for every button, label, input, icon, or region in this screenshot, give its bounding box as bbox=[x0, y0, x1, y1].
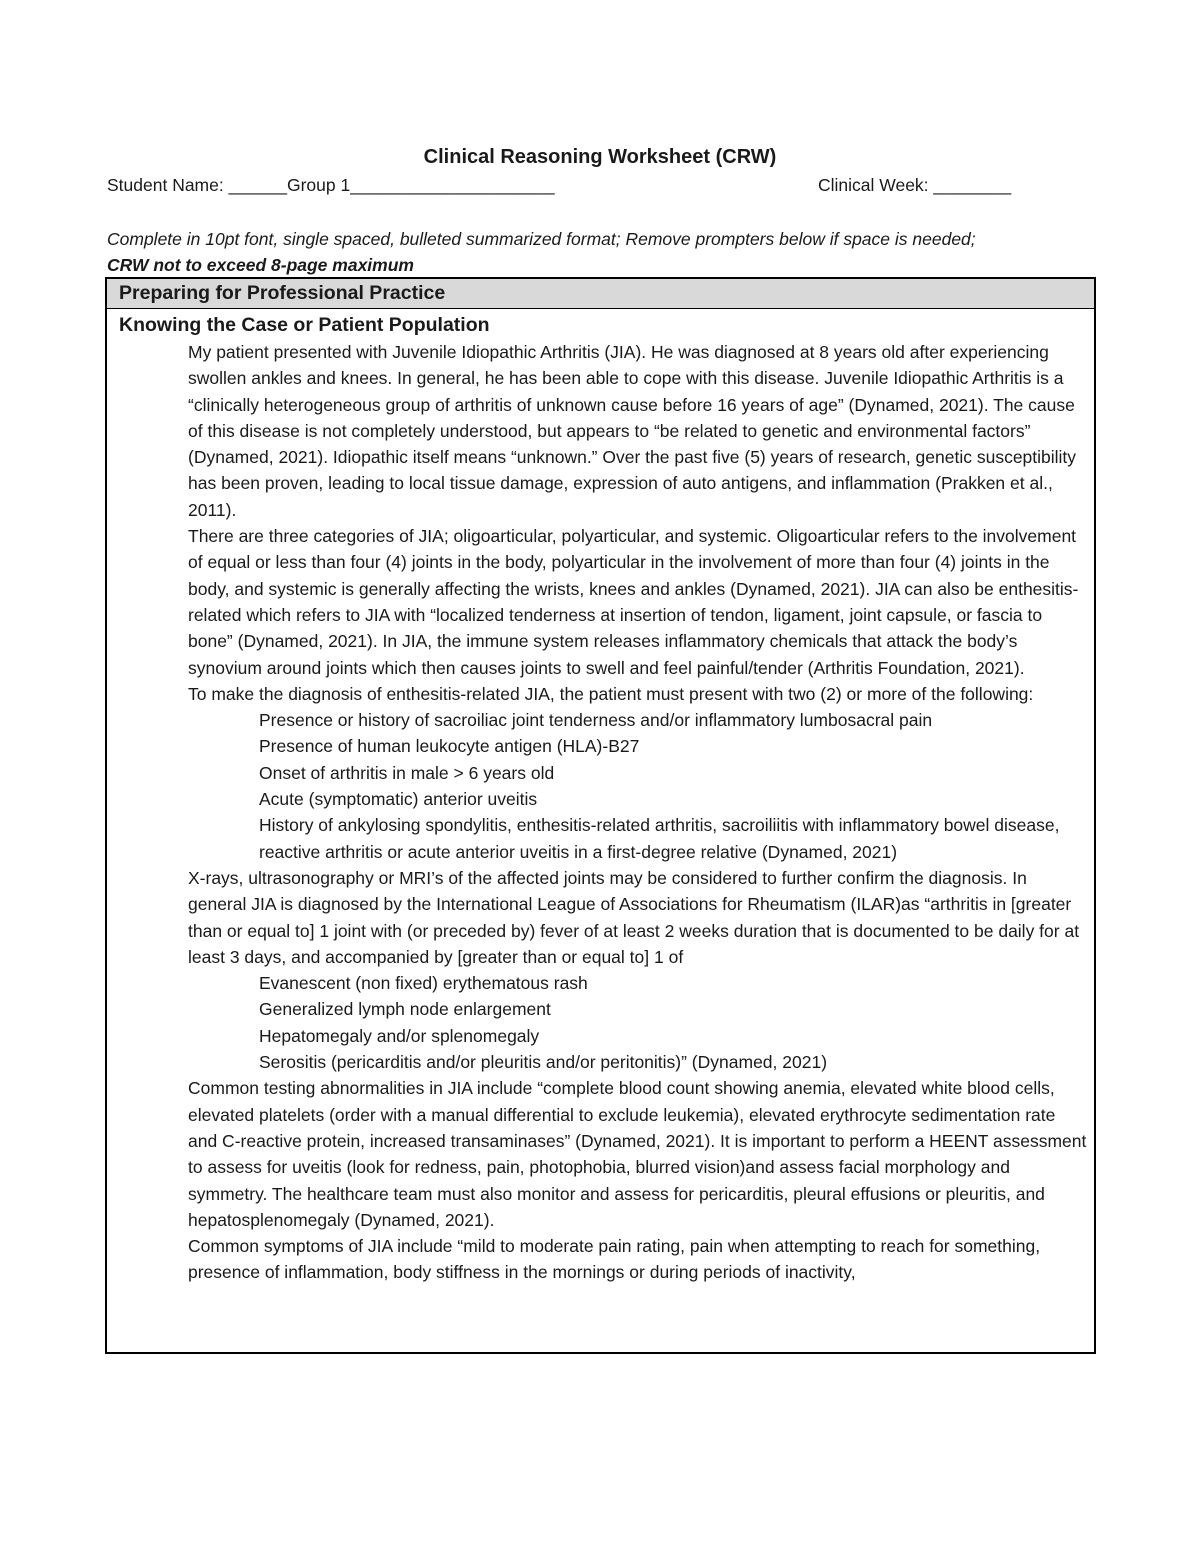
list-item: Hepatomegaly and/or splenomegaly bbox=[259, 1025, 540, 1046]
subsection-title: Knowing the Case or Patient Population bbox=[119, 314, 490, 336]
student-name-field: Student Name: ______Group 1_____________________ bbox=[107, 175, 555, 195]
list-item: Evanescent (non fixed) erythematous rash bbox=[259, 973, 588, 994]
paragraph-symptoms: Common symptoms of JIA include “mild to moderate pain rating, pain when attempting to reach for something, presence of inflammation, body stiffness in the mornings or during periods of inactivity, bbox=[188, 1236, 1041, 1283]
list-item: Presence of human leukocyte antigen (HLA)-B27 bbox=[259, 736, 640, 757]
list-item: Presence or history of sacroiliac joint tenderness and/or inflammatory lumbosacral pain bbox=[259, 710, 933, 731]
instructions-line-2: CRW not to exceed 8-page maximum bbox=[107, 255, 414, 275]
worksheet-table bbox=[105, 277, 1096, 1354]
paragraph-imaging-ilar: X-rays, ultrasonography or MRI’s of the affected joints may be considered to further confirm the diagnosis. In general JIA is diagnosed by the International League of Associations for Rheumatism (ILAR)as “arthritis in [greater than or equal to] 1 joint with (or preceded by) fever of at least 2 weeks duration that is documented to be daily for at least 3 days, and accompanied by [greater than or equal to] 1 of bbox=[188, 867, 1080, 967]
criteria-list-ilar bbox=[188, 970, 1088, 1075]
criteria-list-enthesitis bbox=[188, 707, 1088, 865]
clinical-week-field: Clinical Week: ________ bbox=[818, 175, 1012, 195]
instructions-line-1: Complete in 10pt font, single spaced, bulleted summarized format; Remove prompters below if space is needed; bbox=[107, 229, 976, 249]
list-item: Generalized lymph node enlargement bbox=[259, 999, 551, 1020]
list-item: Serositis (pericarditis and/or pleuritis and/or peritonitis)” (Dynamed, 2021) bbox=[259, 1052, 828, 1073]
list-item: Onset of arthritis in male > 6 years old bbox=[259, 762, 555, 783]
section-header: Preparing for Professional Practice bbox=[107, 279, 1094, 309]
paragraph-diagnosis-criteria: To make the diagnosis of enthesitis-related JIA, the patient must present with two (2) or more of the following: bbox=[188, 683, 1034, 704]
paragraph-overview: My patient presented with Juvenile Idiopathic Arthritis (JIA). He was diagnosed at 8 years old after experiencing swollen ankles and knees. In general, he has been able to cope with this disease. Juvenile Idiopathic Arthritis is a “clinically heterogeneous group of arthritis of unknown cause before 16 years of age” (Dynamed, 2021). The cause of this disease is not completely understood, but appears to “be related to genetic and environmental factors” (Dynamed, 2021). Idiopathic itself means “unknown.” Over the past five (5) years of research, genetic susceptibility has been proven, leading to local tissue damage, expression of auto antigens, and inflammation (Prakken et al., 2011). bbox=[188, 342, 1077, 520]
instructions bbox=[107, 226, 1097, 278]
paragraph-testing: Common testing abnormalities in JIA include “complete blood count showing anemia, elevated white blood cells, elevated platelets (order with a manual differential to exclude leukemia), elevated erythrocyte sedimentation rate and C-reactive protein, increased transaminases” (Dynamed, 2021). It is important to perform a HEENT assessment to assess for uveitis (look for redness, pain, photophobia, blurred vision)and assess facial morphology and symmetry. The healthcare team must also monitor and assess for pericarditis, pleural effusions or pleuritis, and hepatosplenomegaly (Dynamed, 2021). bbox=[188, 1078, 1087, 1230]
list-item: Acute (symptomatic) anterior uveitis bbox=[259, 789, 538, 810]
list-item: History of ankylosing spondylitis, enthesitis-related arthritis, sacroiliitis with inflammatory bowel disease, reactive arthritis or acute anterior uveitis in a first-degree relative (Dynamed, 2021) bbox=[259, 815, 1060, 862]
section-content bbox=[107, 339, 1094, 1286]
paragraph-categories: There are three categories of JIA; oligoarticular, polyarticular, and systemic. Oligoarticular refers to the involvement of equal or less than four (4) joints in the body, polyarticular in the involvement of more than four (4) joints in the body, and systemic is generally affecting the wrists, knees and ankles (Dynamed, 2021). JIA can also be enthesitis-related which refers to JIA with “localized tenderness at insertion of tendon, ligament, joint capsule, or fascia to bone” (Dynamed, 2021). In JIA, the immune system releases inflammatory chemicals that attack the body’s synovium around joints which then causes joints to swell and feel painful/tender (Arthritis Foundation, 2021). bbox=[188, 526, 1079, 678]
page-title: Clinical Reasoning Worksheet (CRW) bbox=[423, 146, 777, 168]
